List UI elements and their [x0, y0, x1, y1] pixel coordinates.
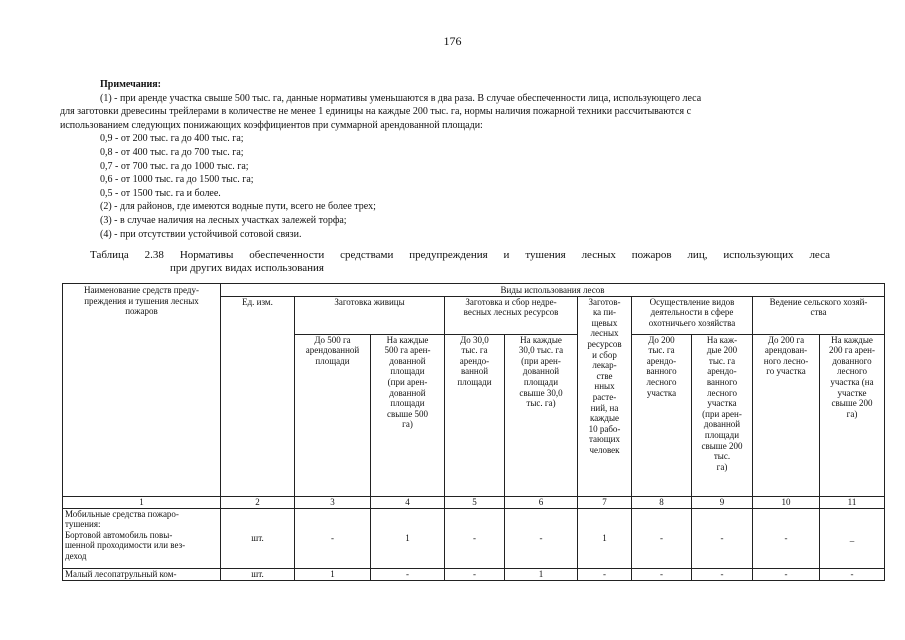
table-row	[63, 568, 885, 580]
notes-block	[60, 78, 840, 241]
col-number: 10	[753, 496, 820, 508]
cell: шт.	[221, 568, 295, 580]
header-c4: На каждые 500 га арен- дованной площади (при арен- дованной площади свыше 500 га)	[371, 334, 445, 496]
cell: -	[692, 568, 753, 580]
note-line: (3) - в случае наличия на лесных участках залежей торфа;	[100, 214, 347, 226]
cell: -	[632, 568, 692, 580]
cell: -	[820, 568, 885, 580]
page-number: 176	[443, 34, 462, 48]
note-line: (4) - при отсутствии устойчивой сотовой связи.	[100, 228, 302, 240]
header-c9: На каж- дые 200 тыс. га арендо- ванного лесного участка (при арен- дованной площади свыше 200 тыс. га)	[692, 334, 753, 496]
header-resin: Заготовка живицы	[295, 296, 445, 334]
col-number: 2	[221, 496, 295, 508]
cell: -	[505, 508, 578, 568]
cell: -	[445, 508, 505, 568]
note-line: (2) - для районов, где имеются водные пути, всего не более трех;	[100, 201, 376, 213]
col-number: 4	[371, 496, 445, 508]
column-numbers-row	[63, 496, 885, 508]
row-name: Мобильные средства пожаро- тушения: Бортовой автомобиль повы- шенной проходимости или вез- деход	[63, 508, 221, 568]
cell: -	[295, 508, 371, 568]
cell: -	[753, 568, 820, 580]
header-units: Ед. изм.	[221, 296, 295, 496]
col-number: 7	[578, 496, 632, 508]
header-names: Наименование средств преду- преждения и тушения лесных пожаров	[63, 284, 221, 497]
cell: 1	[295, 568, 371, 580]
norms-table	[62, 283, 885, 581]
caption-line-2: при других видах использования	[170, 262, 324, 274]
note-line: 0,6 - от 1000 тыс. га до 1500 тыс. га;	[100, 174, 254, 186]
note-line: 0,5 - от 1500 тыс. га и более.	[100, 187, 221, 199]
cell: -	[445, 568, 505, 580]
table-row	[63, 508, 885, 568]
cell: _	[820, 508, 885, 568]
header-c3: До 500 га арендованной площади	[295, 334, 371, 496]
note-line: (1) - при аренде участка свыше 500 тыс. га, данные нормативы уменьшаются в два раза. В случае обеспеченности лица, использующего леса	[100, 92, 702, 104]
note-line: 0,7 - от 700 тыс. га до 1000 тыс. га;	[100, 160, 249, 172]
cell: 1	[578, 508, 632, 568]
header-c11: На каждые 200 га арен- дованного лесного участка (на участке свыше 200 га)	[820, 334, 885, 496]
notes-title: Примечания:	[100, 79, 162, 90]
cell: -	[371, 568, 445, 580]
col-number: 11	[820, 496, 885, 508]
header-c5: До 30,0 тыс. га арендо- ванной площади	[445, 334, 505, 496]
table-caption	[90, 249, 830, 275]
cell: -	[578, 568, 632, 580]
header-agri: Ведение сельского хозяй- ства	[753, 296, 885, 334]
cell: -	[753, 508, 820, 568]
note-line: для заготовки древесины трейлерами в количестве не менее 1 единицы на каждые 200 тыс. га, нормы наличия пожарной техники рассчитываются с	[60, 106, 692, 118]
cell: шт.	[221, 508, 295, 568]
header-food: Заготов- ка пи- щевых лесных ресурсов и сбор лекар- стве нных расте- ний, на каждые 10 рабо- тающих человек	[578, 296, 632, 496]
col-number: 1	[63, 496, 221, 508]
row-name: Малый лесопатрульный ком-	[63, 568, 221, 580]
col-number: 6	[505, 496, 578, 508]
note-line: использованием следующих понижающих коэффициентов при суммарной арендованной площади:	[60, 119, 483, 131]
col-number: 8	[632, 496, 692, 508]
header-c8: До 200 тыс. га арендо- ванного лесного участка	[632, 334, 692, 496]
caption-line-1: Таблица 2.38 Нормативы обеспеченности средствами предупреждения и тушения лесных пожаров лиц, использующих леса	[90, 249, 830, 261]
header-kinds: Виды использования лесов	[221, 284, 885, 297]
cell: -	[692, 508, 753, 568]
note-line: 0,8 - от 400 тыс. га до 700 тыс. га;	[100, 146, 244, 158]
cell: -	[632, 508, 692, 568]
cell: 1	[371, 508, 445, 568]
header-c10: До 200 га арендован- ного лесно- го участка	[753, 334, 820, 496]
cell: 1	[505, 568, 578, 580]
note-line: 0,9 - от 200 тыс. га до 400 тыс. га;	[100, 133, 244, 145]
header-nontimber: Заготовка и сбор недре- весных лесных ресурсов	[445, 296, 578, 334]
header-hunting: Осуществление видов деятельности в сфере охотничьего хозяйства	[632, 296, 753, 334]
col-number: 5	[445, 496, 505, 508]
col-number: 3	[295, 496, 371, 508]
header-c6: На каждые 30,0 тыс. га (при арен- дованной площади свыше 30,0 тыс. га)	[505, 334, 578, 496]
col-number: 9	[692, 496, 753, 508]
